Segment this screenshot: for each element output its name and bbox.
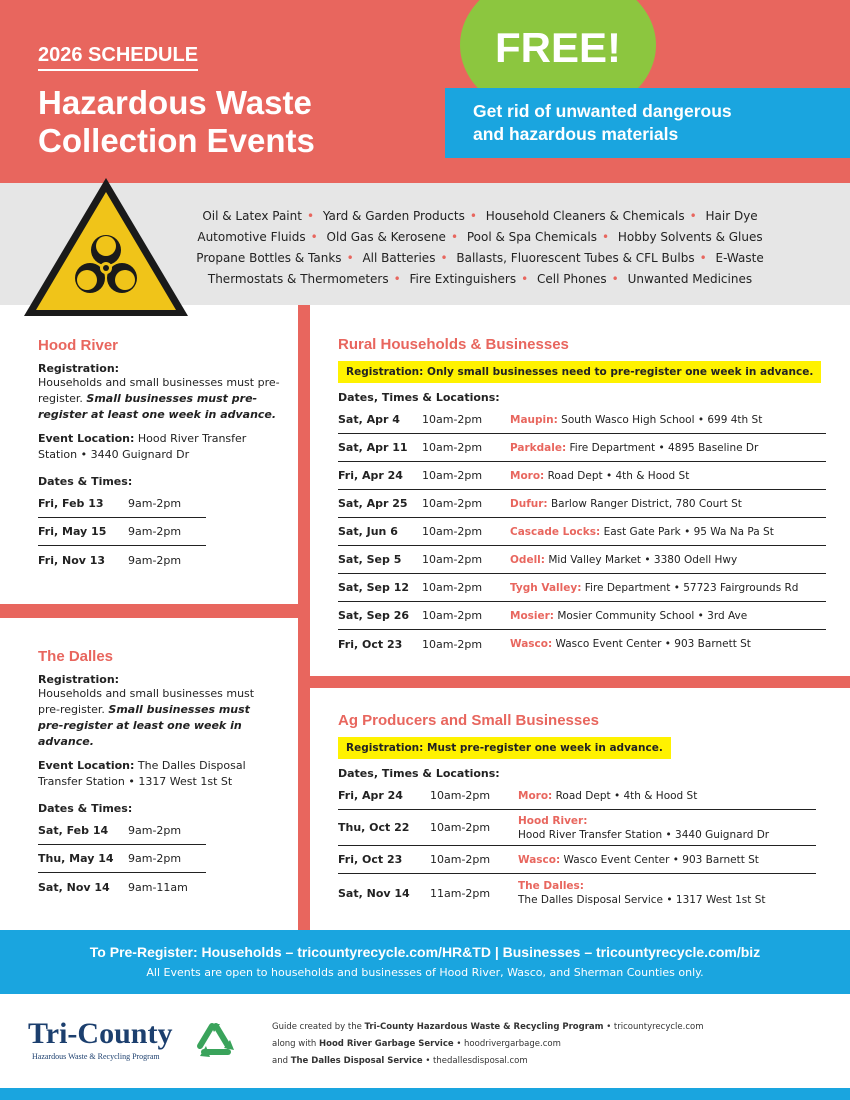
logo-name: Tri-County xyxy=(28,1017,173,1050)
date: Sat, Sep 12 xyxy=(338,581,410,594)
event-row xyxy=(338,846,816,874)
time: 10am-2pm xyxy=(422,637,483,651)
date: Fri, Oct 23 xyxy=(338,637,403,651)
bullet: • xyxy=(469,209,477,223)
location xyxy=(510,442,758,454)
place: South Wasco High School • 699 4th St xyxy=(561,413,763,426)
materials-row xyxy=(150,206,810,227)
registration-note: Small businesses must pre-register at least one week in advance. xyxy=(38,392,277,421)
material-item: Unwanted Medicines xyxy=(627,272,753,286)
date: Sat, Jun 6 xyxy=(338,525,398,538)
location-text: The Dalles Disposal Transfer Station • 1317 West 1st St xyxy=(38,759,246,788)
credit-url[interactable]: • hoodrivergarbage.com xyxy=(453,1039,561,1049)
date: Fri, May 15 xyxy=(38,525,107,538)
section-title: Rural Households & Businesses xyxy=(338,336,569,353)
material-item: Ballasts, Fluorescent Tubes & CFL Bulbs xyxy=(456,251,695,265)
bullet: • xyxy=(699,251,707,265)
footer-bar xyxy=(0,1088,850,1100)
divider-vertical-left xyxy=(298,305,310,930)
date: Fri, Apr 24 xyxy=(338,789,403,802)
material-item: Yard & Garden Products xyxy=(322,209,465,223)
material-item: Household Cleaners & Chemicals xyxy=(485,209,685,223)
dates-list xyxy=(38,490,206,574)
place: Hood River Transfer Station • 3440 Guignard Dr xyxy=(518,828,770,841)
place: Wasco Event Center • 903 Barnett St xyxy=(555,638,751,650)
location xyxy=(518,790,697,802)
town: Cascade Locks: xyxy=(510,525,601,538)
location xyxy=(510,526,774,538)
bullet: • xyxy=(393,272,401,286)
material-item: Propane Bottles & Tanks xyxy=(196,251,342,265)
registration-body: Households and small businesses must pre-register. xyxy=(38,687,255,716)
materials-row xyxy=(150,227,810,248)
date: Fri, Feb 13 xyxy=(38,497,104,510)
material-item: Oil & Latex Paint xyxy=(202,209,302,223)
credit-prefix: along with xyxy=(272,1039,319,1049)
town: Wasco: xyxy=(518,853,561,866)
section-title: Hood River xyxy=(38,337,119,354)
date: Sat, Sep 5 xyxy=(338,553,402,566)
place: Wasco Event Center • 903 Barnett St xyxy=(563,853,759,866)
credit-line xyxy=(272,1036,832,1053)
location xyxy=(510,638,751,650)
place: Fire Department • 4895 Baseline Dr xyxy=(569,441,759,454)
town: Wasco: xyxy=(510,638,553,650)
free-label: FREE! xyxy=(495,24,621,71)
time: 10am-2pm xyxy=(422,553,483,566)
town: Maupin: xyxy=(510,413,558,426)
event-location xyxy=(38,431,283,463)
place: Mosier Community School • 3rd Ave xyxy=(557,609,748,622)
place: Road Dept • 4th & Hood St xyxy=(555,789,698,802)
date-row xyxy=(38,845,206,873)
event-row xyxy=(338,518,826,546)
material-item: Thermostats & Thermometers xyxy=(207,272,389,286)
location xyxy=(518,879,765,907)
town: Dufur: xyxy=(510,497,548,510)
material-item: Old Gas & Kerosene xyxy=(326,230,446,244)
credit-url[interactable]: • thedallesdisposal.com xyxy=(422,1056,528,1066)
date: Fri, Nov 13 xyxy=(38,553,106,567)
time: 10am-2pm xyxy=(422,497,483,510)
time: 10am-2pm xyxy=(422,469,483,482)
event-row xyxy=(338,490,826,518)
event-row xyxy=(338,874,816,912)
bullet: • xyxy=(602,230,610,244)
section-title: Ag Producers and Small Businesses xyxy=(338,712,599,729)
town: Moro: xyxy=(518,789,553,802)
divider-horizontal-right xyxy=(310,676,850,688)
location xyxy=(510,470,689,482)
place: Barlow Ranger District, 780 Court St xyxy=(550,497,742,510)
tagline-line2: and hazardous materials xyxy=(473,124,679,144)
logo-subtitle: Hazardous Waste & Recycling Program xyxy=(32,1052,160,1061)
date-row xyxy=(38,817,206,845)
time: 10am-2pm xyxy=(422,525,483,538)
registration-label: Registration: xyxy=(38,362,120,375)
preregister-links[interactable]: To Pre-Register: Households – tricountyrecycle.com/HR&TD | Businesses – tricountyrecycle.com/biz xyxy=(89,944,761,960)
recycle-icon xyxy=(192,1020,240,1068)
date: Fri, Oct 23 xyxy=(338,853,403,866)
credit-org: Hood River Garbage Service xyxy=(319,1039,454,1049)
time: 9am-2pm xyxy=(128,525,182,538)
location xyxy=(518,814,769,842)
dtl-label: Dates, Times & Locations: xyxy=(338,391,500,404)
place: Mid Valley Market • 3380 Odell Hwy xyxy=(548,553,738,566)
ag-producers-section xyxy=(338,712,828,912)
registration-text xyxy=(38,686,258,750)
location xyxy=(510,554,737,566)
time: 10am-2pm xyxy=(430,789,491,802)
tagline xyxy=(473,100,833,146)
date-row xyxy=(38,873,206,901)
place: Fire Department • 57723 Fairgrounds Rd xyxy=(584,581,799,594)
material-item: All Batteries xyxy=(362,251,436,265)
town: Odell: xyxy=(510,553,545,566)
date: Thu, Oct 22 xyxy=(338,821,410,834)
section-title: The Dalles xyxy=(38,648,114,665)
time: 10am-2pm xyxy=(422,609,483,622)
event-row xyxy=(338,782,816,810)
credit-org: Tri-County Hazardous Waste & Recycling Program xyxy=(364,1022,604,1032)
rural-section xyxy=(338,336,828,658)
registration-label: Registration: xyxy=(38,673,120,686)
bullet: • xyxy=(450,230,459,244)
location-label: Event Location: xyxy=(38,759,135,772)
bullet: • xyxy=(440,251,448,265)
time: 10am-2pm xyxy=(422,441,483,454)
location xyxy=(510,582,798,594)
location xyxy=(510,610,747,622)
time: 9am-2pm xyxy=(128,497,182,510)
date: Thu, May 14 xyxy=(38,852,114,865)
place: East Gate Park • 95 Wa Na Pa St xyxy=(603,525,774,538)
title-line2: Collection Events xyxy=(38,122,315,159)
town: Mosier: xyxy=(510,609,555,622)
date-row xyxy=(38,490,206,518)
event-row xyxy=(338,602,826,630)
location-label: Event Location: xyxy=(38,432,135,445)
material-item: E-Waste xyxy=(715,251,764,265)
location xyxy=(510,414,762,426)
dates-list xyxy=(38,817,206,901)
bullet: • xyxy=(310,230,318,244)
date-row xyxy=(38,518,206,546)
credit-prefix: Guide created by the xyxy=(272,1022,365,1032)
event-row xyxy=(338,462,826,490)
time: 9am-2pm xyxy=(128,553,182,567)
place: The Dalles Disposal Service • 1317 West 1st St xyxy=(518,894,766,906)
materials-row xyxy=(150,269,810,290)
town: Moro: xyxy=(510,469,545,482)
date: Sat, Sep 26 xyxy=(338,609,410,622)
credit-org: The Dalles Disposal Service xyxy=(290,1056,423,1066)
materials-row xyxy=(150,248,810,269)
material-item: Fire Extinguishers xyxy=(409,272,517,286)
event-row xyxy=(338,574,826,602)
registration-body: Households and small businesses must pre-register. xyxy=(38,376,280,405)
date: Fri, Apr 24 xyxy=(338,469,403,482)
time: 10am-2pm xyxy=(430,853,491,866)
registration-label: Registration: xyxy=(346,366,424,378)
title-line1: Hazardous Waste xyxy=(38,84,312,121)
town: Parkdale: xyxy=(510,441,567,454)
events-table xyxy=(338,406,826,658)
event-location xyxy=(38,758,258,790)
dates-label: Dates & Times: xyxy=(38,475,133,488)
materials-list xyxy=(150,206,810,290)
event-row xyxy=(338,434,826,462)
registration-bar xyxy=(338,361,821,383)
material-item: Automotive Fluids xyxy=(197,230,306,244)
event-row xyxy=(338,810,816,846)
date: Sat, Nov 14 xyxy=(38,880,110,894)
event-row xyxy=(338,406,826,434)
time: 11am-2pm xyxy=(430,886,491,900)
credit-line xyxy=(272,1053,832,1070)
place: Road Dept • 4th & Hood St xyxy=(547,469,690,482)
material-item: Cell Phones xyxy=(536,272,607,286)
bullet: • xyxy=(611,272,619,286)
schedule-year: 2026 SCHEDULE xyxy=(38,44,198,71)
credit-prefix: and xyxy=(272,1056,291,1066)
material-item: Hobby Solvents & Glues xyxy=(617,230,763,244)
the-dalles-section xyxy=(38,648,258,901)
time: 9am-2pm xyxy=(128,852,182,865)
date: Sat, Nov 14 xyxy=(338,886,410,900)
town: Hood River: xyxy=(518,814,588,827)
material-item: Hair Dye xyxy=(705,209,758,223)
dtl-label: Dates, Times & Locations: xyxy=(338,767,500,780)
tri-county-logo xyxy=(28,1018,268,1076)
town: The Dalles: xyxy=(518,880,584,892)
bullet: • xyxy=(689,209,697,223)
location-text: Hood River Transfer Station • 3440 Guignard Dr xyxy=(38,432,247,461)
date: Sat, Feb 14 xyxy=(38,824,109,837)
location xyxy=(518,854,759,866)
credit-line xyxy=(272,1019,832,1036)
material-item: Pool & Spa Chemicals xyxy=(466,230,597,244)
date: Sat, Apr 25 xyxy=(338,497,408,510)
time: 9am-11am xyxy=(128,880,188,894)
registration-text: Only small businesses need to pre-register one week in advance. xyxy=(427,366,814,378)
events-table xyxy=(338,782,816,912)
tagline-line1: Get rid of unwanted dangerous xyxy=(473,101,732,121)
preregister-bar xyxy=(0,930,850,994)
registration-note: Small businesses must pre-register at least one week in advance. xyxy=(38,703,250,748)
town: Tygh Valley: xyxy=(510,581,582,594)
registration-bar xyxy=(338,737,671,759)
bullet: • xyxy=(346,251,354,265)
registration-text xyxy=(38,375,283,423)
page-title xyxy=(38,84,315,160)
time: 10am-2pm xyxy=(422,413,483,426)
eligibility-note: All Events are open to households and businesses of Hood River, Wasco, and Sherman Counties only. xyxy=(146,966,704,979)
time: 10am-2pm xyxy=(422,581,483,594)
time: 10am-2pm xyxy=(430,821,491,834)
location xyxy=(510,498,742,510)
time: 9am-2pm xyxy=(128,824,182,837)
bullet: • xyxy=(521,272,529,286)
hood-river-section xyxy=(38,337,283,574)
credits xyxy=(272,1019,832,1070)
date: Sat, Apr 4 xyxy=(338,413,400,426)
bullet: • xyxy=(306,209,315,223)
registration-label: Registration: xyxy=(346,742,424,754)
event-row xyxy=(338,630,826,658)
divider-horizontal-left xyxy=(0,604,298,618)
date: Sat, Apr 11 xyxy=(338,441,408,454)
event-row xyxy=(338,546,826,574)
registration-text: Must pre-register one week in advance. xyxy=(427,742,663,754)
credit-url[interactable]: • tricountyrecycle.com xyxy=(603,1022,704,1032)
dates-label: Dates & Times: xyxy=(38,802,133,815)
date-row xyxy=(38,546,206,574)
